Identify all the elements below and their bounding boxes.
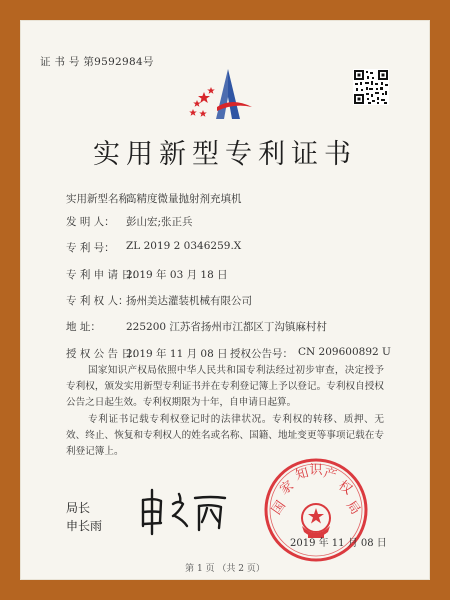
signatory-name: 申长雨: [66, 519, 103, 533]
field-label-application-date: 专 利 申 请 日：: [66, 269, 143, 281]
certificate-title: 实用新型专利证书: [93, 139, 357, 170]
seal-date: 2019 年 11 月 08 日: [290, 538, 387, 549]
svg-text:家: 家: [277, 478, 297, 499]
patent-office-emblem-icon: [184, 67, 254, 127]
field-label-inventor: 发 明 人：: [66, 216, 115, 228]
svg-text:知: 知: [293, 465, 311, 484]
grant-statement-paragraph: 国家知识产权局依照中华人民共和国专利法经过初步审查，决定授予专利权，颁发实用新型专利证书并在专利登记簿上予以登记。专利权自授权公告之日起生效。专利权期限为十年，自申请日起算。: [66, 365, 384, 408]
field-value-grant-date: 2019 年 11 月 08 日: [126, 348, 228, 360]
signatory-title: 局长: [66, 501, 91, 515]
handwritten-signature: [135, 486, 230, 536]
field-label-grant-date: 授 权 公 告 日：: [66, 348, 143, 360]
certificate-number: 证 书 号 第9592984号: [40, 56, 154, 68]
field-value-patentee: 扬州美达灌装机械有限公司: [126, 295, 252, 307]
legal-status-paragraph: 专利证书记载专利权登记时的法律状况。专利权的转移、质押、无效、终止、恢复和专利权人的姓名或名称、国籍、地址变更等事项记载在专利登记簿上。: [66, 414, 384, 457]
field-value-address: 225200 江苏省扬州市江都区丁沟镇麻村村: [126, 321, 327, 333]
svg-text:国: 国: [269, 498, 290, 518]
field-label-address: 地 址：: [66, 321, 101, 333]
svg-text:局: 局: [342, 498, 363, 518]
field-value-grant-number: CN 209600892 U: [298, 346, 391, 358]
field-label-patentee: 专 利 权 人：: [66, 295, 129, 307]
field-label-design-name: 实用新型名称：: [66, 193, 140, 205]
page-footer: 第 1 页 （共 2 页）: [185, 564, 265, 574]
svg-text:产: 产: [321, 465, 339, 484]
field-value-inventor: 彭山宏;张正兵: [126, 216, 193, 228]
qr-code-icon: [353, 69, 389, 105]
field-label-grant-number: 授权公告号：: [230, 348, 293, 360]
field-value-patent-number: ZL 2019 2 0346259.X: [126, 240, 242, 252]
svg-text:权: 权: [335, 478, 355, 499]
field-label-patent-number: 专 利 号：: [66, 242, 115, 254]
field-value-design-name: 高精度微量抛射剂充填机: [126, 193, 242, 205]
field-value-application-date: 2019 年 03 月 18 日: [126, 269, 228, 281]
svg-text:识: 识: [309, 463, 323, 478]
